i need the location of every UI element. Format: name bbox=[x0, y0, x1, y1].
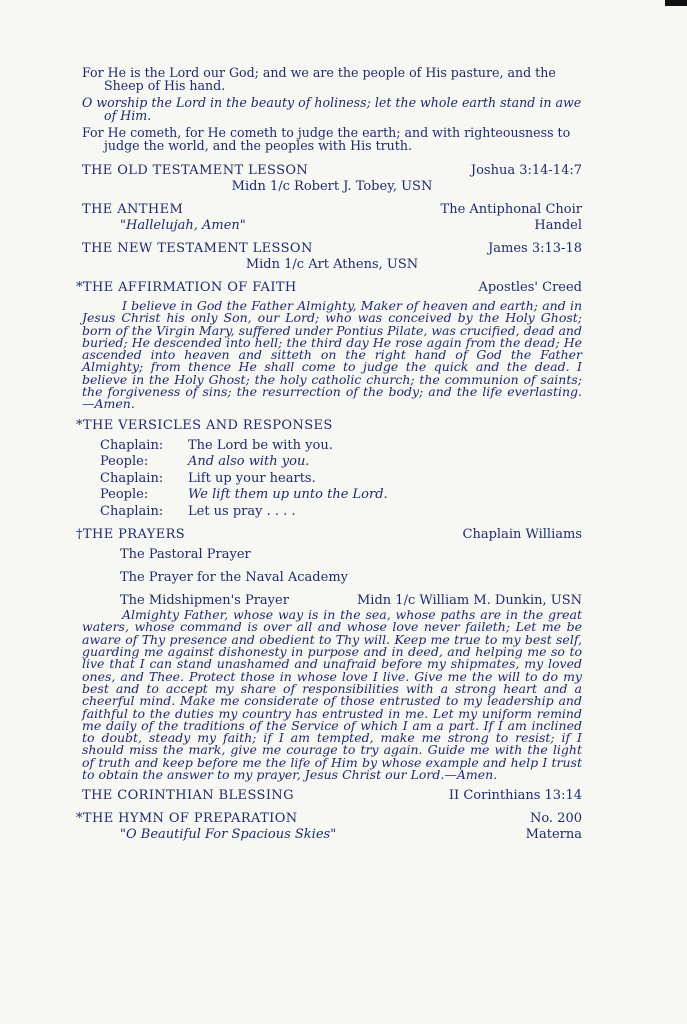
versicles-heading bbox=[76, 418, 582, 434]
versicle-text: The Lord be with you. bbox=[188, 437, 333, 453]
intro-verse-2: O worship the Lord in the beauty of holiness; let the whole earth stand in awe of Him. bbox=[82, 95, 582, 123]
blessing-reference: II Corinthians 13:14 bbox=[448, 788, 582, 804]
versicle-text: We lift them up unto the Lord. bbox=[188, 487, 388, 503]
midshipmen-prayer-reader: Midn 1/c William M. Dunkin, USN bbox=[357, 593, 582, 609]
hymn-heading bbox=[76, 811, 582, 827]
new-testament-reference: James 3:13-18 bbox=[488, 241, 582, 256]
anthem-title: THE ANTHEM bbox=[82, 202, 184, 217]
affirmation-reference: Apostles' Creed bbox=[478, 280, 582, 295]
versicle-text: Let us pray . . . . bbox=[188, 503, 296, 519]
anthem-composer: Handel bbox=[534, 218, 582, 233]
anthem-performer: The Antiphonal Choir bbox=[440, 202, 582, 217]
intro-verse-1: For He is the Lord our God; and we are the people of His pasture, and the Sheep of His hand. bbox=[82, 65, 556, 93]
apostles-creed-text: I believe in God the Father Almighty, Maker of heaven and earth; and in Jesus Christ his only Son, our Lord; who was conceived by the Holy Ghost; born of the Virgin Mary, suffered under Pontius Pilate, was crucified, dead and buried; He descended into hell; the third day He rose again from the dead; He ascended into heaven and sitteth on the right hand of God the Father Almighty; from thence He shall come to judge the quick and the dead. I believe in the Holy Ghost; the holy catholic church; the communion of saints; the forgiveness of sins; the resurrection of the body; and the life everlasting.—Amen. bbox=[82, 298, 582, 412]
prayers-heading bbox=[76, 527, 582, 543]
prayers-title: †THE PRAYERS bbox=[76, 527, 186, 543]
blessing-heading bbox=[82, 788, 582, 804]
anthem-details bbox=[82, 218, 582, 234]
versicle-speaker: Chaplain: bbox=[100, 470, 164, 486]
page-corner-mark bbox=[665, 0, 687, 6]
versicle-speaker: People: bbox=[100, 454, 149, 470]
hymn-name: "O Beautiful For Spacious Skies" bbox=[120, 827, 337, 843]
anthem-heading bbox=[82, 202, 582, 218]
versicles-title: *THE VERSICLES AND RESPONSES bbox=[76, 417, 333, 433]
affirmation-heading bbox=[76, 280, 582, 296]
midshipmen-prayer-title: The Midshipmen's Prayer bbox=[120, 593, 289, 609]
versicles-list bbox=[82, 438, 582, 521]
hymn-title: *THE HYMN OF PREPARATION bbox=[76, 811, 298, 827]
old-testament-reader: Midn 1/c Robert J. Tobey, USN bbox=[231, 179, 433, 194]
new-testament-heading bbox=[82, 241, 582, 257]
new-testament-reader: Midn 1/c Art Athens, USN bbox=[245, 257, 419, 272]
versicle-speaker: Chaplain: bbox=[100, 437, 164, 453]
bulletin-page bbox=[76, 65, 582, 843]
pastoral-prayer: The Pastoral Prayer bbox=[120, 547, 251, 563]
hymn-number: No. 200 bbox=[529, 811, 582, 827]
old-testament-heading bbox=[82, 163, 582, 179]
old-testament-title: THE OLD TESTAMENT LESSON bbox=[82, 163, 309, 178]
versicle-text: And also with you. bbox=[188, 454, 310, 470]
prayers-leader: Chaplain Williams bbox=[462, 527, 582, 543]
intro-verse-3: For He cometh, for He cometh to judge the earth; and with righteousness to judge the world, and the peoples with His truth. bbox=[82, 125, 571, 153]
blessing-title: THE CORINTHIAN BLESSING bbox=[82, 788, 294, 804]
new-testament-title: THE NEW TESTAMENT LESSON bbox=[82, 241, 313, 256]
versicle-speaker: Chaplain: bbox=[100, 503, 164, 519]
anthem-piece: "Hallelujah, Amen" bbox=[120, 218, 246, 233]
hymn-details bbox=[82, 827, 582, 843]
versicle-speaker: People: bbox=[100, 487, 149, 503]
hymn-tune: Materna bbox=[525, 827, 582, 843]
naval-academy-prayer: The Prayer for the Naval Academy bbox=[120, 570, 348, 586]
affirmation-title: *THE AFFIRMATION OF FAITH bbox=[76, 280, 297, 295]
old-testament-reference: Joshua 3:14-14:7 bbox=[470, 163, 582, 178]
versicle-text: Lift up your hearts. bbox=[188, 470, 316, 486]
midshipmen-prayer-text: Almighty Father, whose way is in the sea, whose paths are in the great waters, whose command is over all and whose love never faileth; Let me be aware of Thy presence and obedient to Thy will. Keep me true to my best self, guarding me against dishonesty in purpose and in deed, and helping me so to live that I can stand unashamed and unafraid before my shipmates, my loved ones, and Thee. Protect those in whose love I live. Give me the will to do my best and to accept my share of responsibilities with a strong heart and a cheerful mind. Make me considerate of those entrusted to my leadership and faithful to the duties my country has entrusted in me. Let my uniform remind me daily of the traditions of the Service of which I am a part. If I am inclined to doubt, steady my faith; if I am tempted, make me strong to resist; if I should miss the mark, give me courage to try again. Guide me with the light of truth and keep before me the life of Him by whose example and help I trust to obtain the answer to my prayer, Jesus Christ our Lord.—Amen. bbox=[82, 607, 582, 783]
